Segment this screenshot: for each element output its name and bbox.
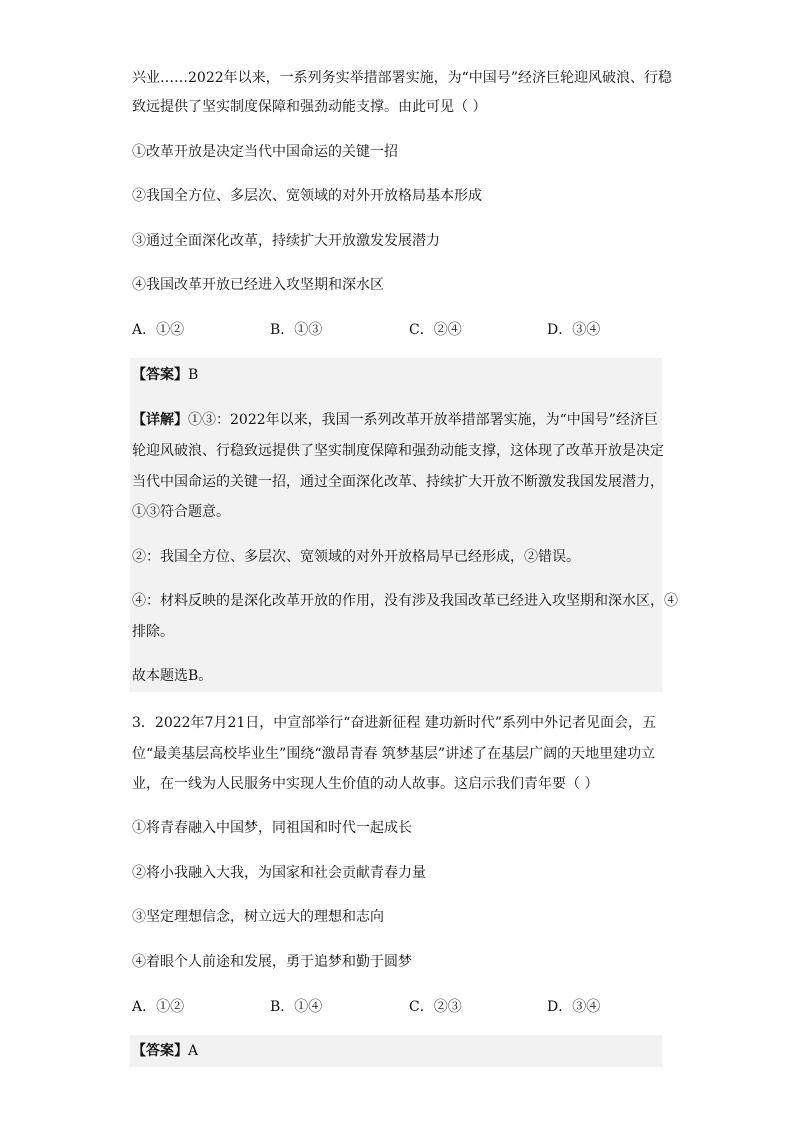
q3-statement-4: ④着眼个人前途和发展，勇于追梦和勤于圆梦 (132, 954, 412, 970)
q2-stem-line-1: 兴业……2022年以来，一系列务实举措部署实施，为“中国号”经济巨轮迎风破浪、行稳 (132, 70, 672, 86)
q2-option-c[interactable]: C．②④ (409, 322, 462, 338)
q3-statement-2: ②将小我融入大我，为国家和社会贡献青春力量 (132, 865, 426, 881)
q2-option-b[interactable]: B．①③ (270, 322, 323, 338)
q3-stem-line-3: 业，在一线为人民服务中实现人生价值的动人故事。这启示我们青年要（ ） (132, 776, 599, 792)
q2-answer-box (130, 358, 662, 692)
q2-detail-line-3: 当代中国命运的关键一招，通过全面深化改革、持续扩大开放不断激发我国发展潜力， (132, 474, 664, 490)
q2-detail-point-4-line-2: 排除。 (132, 624, 174, 640)
q2-statement-1: ①改革开放是决定当代中国命运的关键一招 (132, 144, 398, 160)
q2-detail-point-4-line-1: ④：材料反映的是深化改革开放的作用，没有涉及我国改革已经进入攻坚期和深水区，④ (132, 593, 678, 609)
q2-detail-point-2: ②：我国全方位、多层次、宽领域的对外开放格局早已经形成，②错误。 (132, 549, 580, 565)
q2-option-a[interactable]: A．①② (132, 322, 185, 338)
q2-detail-line-4: ①③符合题意。 (132, 504, 230, 520)
q2-stem-line-2: 致远提供了坚实制度保障和强劲动能支撑。由此可见（ ） (132, 99, 487, 115)
q3-option-d[interactable]: D．③④ (547, 999, 601, 1015)
q3-statement-3: ③坚定理想信念，树立远大的理想和志向 (132, 909, 384, 925)
q3-option-c[interactable]: C．②③ (409, 999, 462, 1015)
q2-statement-2: ②我国全方位、多层次、宽领域的对外开放格局基本形成 (132, 188, 482, 204)
q2-option-d[interactable]: D．③④ (547, 322, 601, 338)
q2-statement-3: ③通过全面深化改革，持续扩大开放激发发展潜力 (132, 233, 440, 249)
q2-answer (132, 365, 198, 385)
q2-conclusion: 故本题选B。 (132, 668, 213, 684)
q3-stem-line-2: 位“最美基层高校毕业生”围绕“激昂青春 筑梦基层”讲述了在基层广阔的天地里建功立 (132, 746, 656, 762)
q3-answer-label: 【答案】 (132, 1043, 188, 1059)
q3-answer-box (130, 1035, 662, 1067)
q2-detail-line-2: 轮迎风破浪、行稳致远提供了坚实制度保障和强劲动能支撑，这体现了改革开放是决定 (132, 443, 664, 459)
q2-answer-label: 【答案】 (132, 367, 188, 383)
q3-answer (132, 1041, 198, 1061)
q2-statement-4: ④我国改革开放已经进入攻坚期和深水区 (132, 277, 384, 293)
q3-option-a[interactable]: A．①② (132, 999, 185, 1015)
q3-option-b[interactable]: B．①④ (270, 999, 323, 1015)
q3-answer-value: A (188, 1043, 199, 1059)
q3-stem-line-1: 3．2022年7月21日，中宣部举行“奋进新征程 建功新时代”系列中外记者见面会，五 (132, 715, 657, 731)
q2-answer-value: B (188, 367, 199, 383)
q3-statement-1: ①将青春融入中国梦，同祖国和时代一起成长 (132, 820, 412, 836)
q2-detail-label: 【详解】 (132, 412, 188, 428)
q2-detail-line-1: 【详解】①③：2022年以来，我国一系列改革开放举措部署实施，为“中国号”经济巨 (132, 412, 658, 428)
